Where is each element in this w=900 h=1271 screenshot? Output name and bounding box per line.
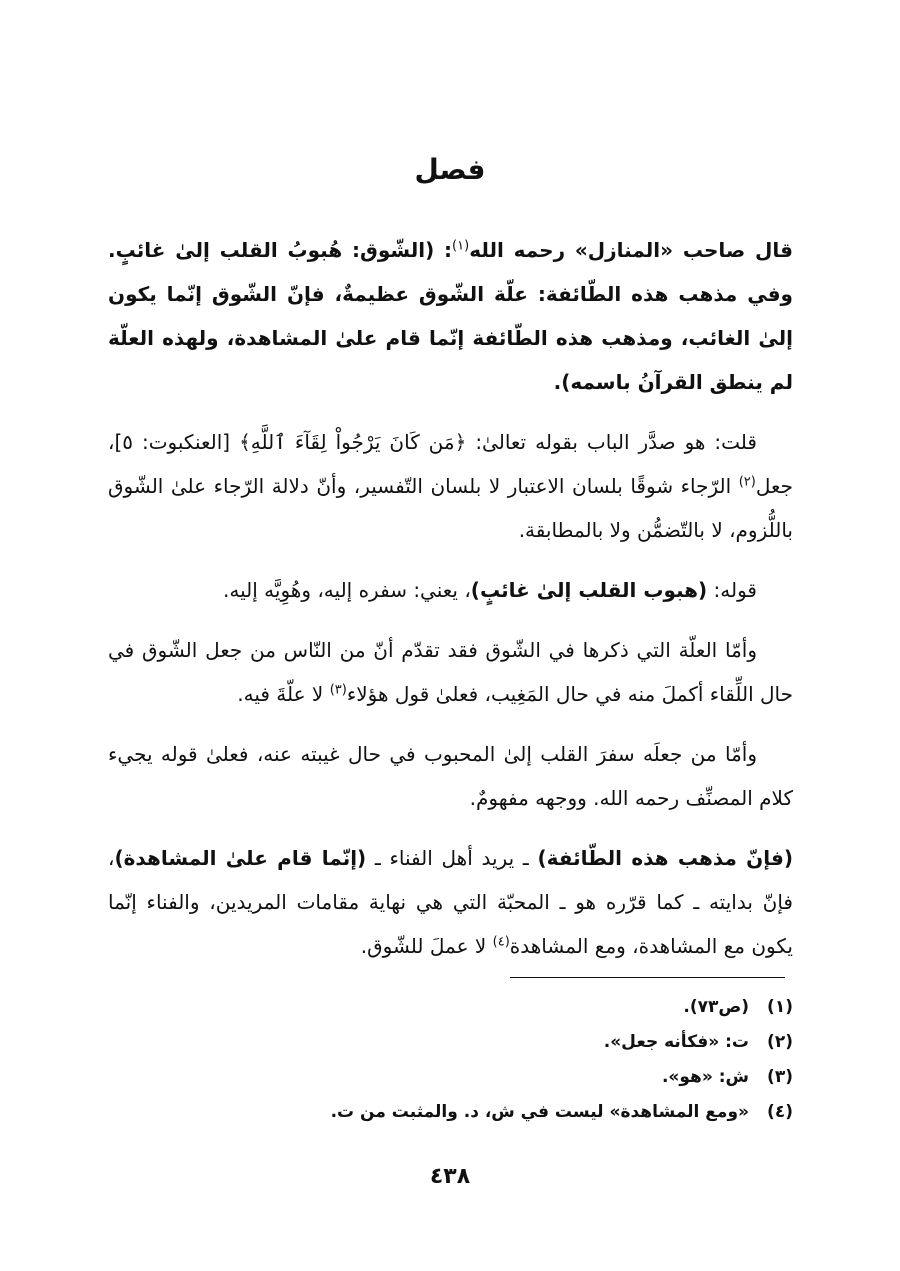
paragraph-5 bbox=[108, 732, 793, 820]
paragraph-6-part-e: لا عملَ للشّوق. bbox=[360, 934, 493, 958]
paragraph-3 bbox=[108, 568, 793, 612]
paragraph-4-part-b: لا علّةَ فيه. bbox=[237, 682, 330, 706]
paragraph-1-lead: قال صاحب «المنازل» رحمه الله bbox=[469, 238, 794, 262]
footnote-number: (٤) bbox=[767, 1102, 793, 1122]
footnote-ref-2[interactable]: (٢) bbox=[738, 474, 756, 490]
paragraph-1 bbox=[108, 228, 793, 404]
main-text bbox=[108, 228, 793, 984]
paragraph-4 bbox=[108, 628, 793, 716]
paragraph-4-part-a: وأمّا العلّة التي ذكرها في الشّوق فقد تقدّم أنّ من النّاس من جعل الشّوق في حال اللِّقاء أكملَ منه في حال المَغِيب، فعلىٰ قول هؤلاء bbox=[108, 638, 793, 706]
paragraph-6 bbox=[108, 836, 793, 968]
footnote-1 bbox=[108, 990, 793, 1024]
footnote-ref-3[interactable]: (٣) bbox=[329, 682, 347, 698]
footnote-number: (١) bbox=[767, 997, 793, 1017]
paragraph-6-part-d: ، فإنّ بدايته ـ كما قرّره هو ـ المحبّة التي هي نهاية مقامات المريدين، والفناء إنّما يكون مع المشاهدة، ومع المشاهدة bbox=[108, 846, 793, 958]
paragraph-1-quote: : (الشّوق: هُبوبُ القلب إلىٰ غائبٍ. وفي مذهب هذه الطّائفة: علّة الشّوق عظيمةٌ، فإنّ الشّوق إنّما يكون إلىٰ الغائب، ومذهب هذه الطّائفة إنّما قام علىٰ المشاهدة، ولهذه العلّة لم ينطق القرآنُ باسمه). bbox=[108, 238, 793, 394]
paragraph-6-quote-1: (فإنّ مذهب هذه الطّائفة) bbox=[537, 846, 793, 870]
footnote-ref-1[interactable]: (١) bbox=[452, 238, 470, 254]
footnote-2 bbox=[108, 1025, 793, 1059]
footnote-text: «ومع المشاهدة» ليست في ش، د. والمثبت من ت. bbox=[330, 1102, 749, 1122]
chapter-title: فصل bbox=[414, 153, 486, 186]
paragraph-6-part-b: ـ يريد أهل الفناء ـ bbox=[366, 846, 538, 870]
page-number: ٤٣٨ bbox=[429, 1164, 471, 1189]
paragraph-2-part-a: قلت: هو صدَّر الباب بقوله تعالىٰ: ﴿مَن كَانَ يَرْجُواْ لِقَآءَ ٱللَّهِ﴾ [العنكبوت: ٥]، جعل bbox=[108, 430, 793, 498]
footnotes bbox=[108, 990, 793, 1130]
footnote-separator bbox=[510, 977, 785, 978]
footnote-text: (ص٧٣). bbox=[683, 997, 749, 1017]
footnote-text: ت: «فكأنه جعل». bbox=[603, 1032, 749, 1052]
paragraph-3-quote: (هبوب القلب إلىٰ غائبٍ) bbox=[470, 578, 708, 602]
paragraph-6-quote-2: (إنّما قام علىٰ المشاهدة) bbox=[114, 846, 367, 870]
paragraph-3-part-c: ، يعني: سفره إليه، وهُوِيَّه إليه. bbox=[223, 578, 471, 602]
paragraph-5-text: وأمّا من جعلَه سفرَ القلب إلىٰ المحبوب في حال غيبته عنه، فعلىٰ قوله يجيء كلام المصنِّف رحمه الله. ووجهه مفهومٌ. bbox=[108, 742, 793, 810]
footnote-3 bbox=[108, 1060, 793, 1094]
paragraph-2 bbox=[108, 420, 793, 552]
footnote-number: (٢) bbox=[767, 1032, 793, 1052]
footnote-4 bbox=[108, 1095, 793, 1129]
footnote-ref-4[interactable]: (٤) bbox=[492, 934, 510, 950]
footnote-number: (٣) bbox=[767, 1067, 793, 1087]
paragraph-3-part-a: قوله: bbox=[707, 578, 757, 602]
footnote-text: ش: «هو». bbox=[661, 1067, 749, 1087]
paragraph-2-part-b: الرّجاء شوقًا بلسان الاعتبار لا بلسان التّفسير، وأنّ دلالة الرّجاء علىٰ الشّوق باللُّزوم، لا بالتّضمُّن ولا بالمطابقة. bbox=[108, 474, 793, 542]
